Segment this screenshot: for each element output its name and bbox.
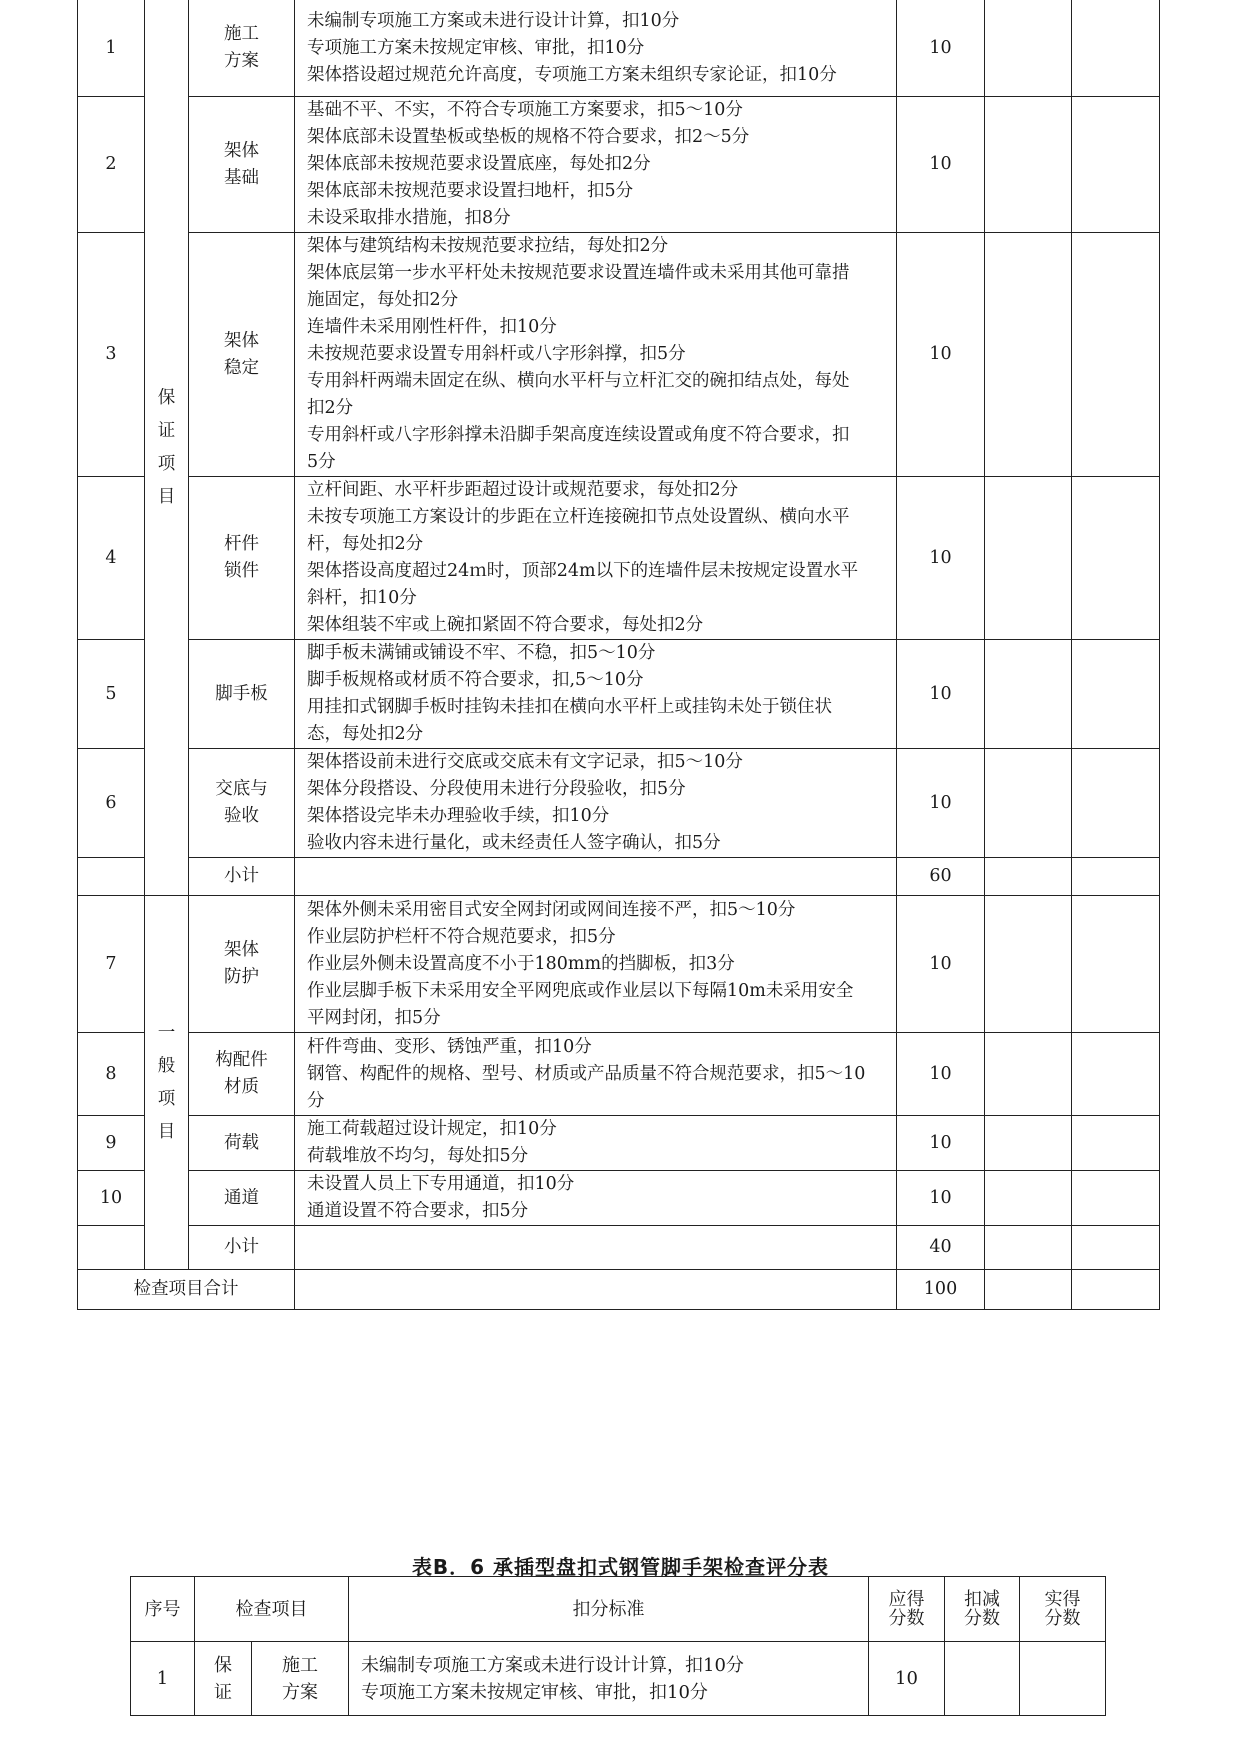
std-line: 架体底部未设置垫板或垫板的规格不符合要求，扣2～5分 xyxy=(307,127,750,147)
row-no: 1 xyxy=(78,0,145,97)
table-row xyxy=(78,233,1160,477)
row-no: 2 xyxy=(78,97,145,233)
item-name: 荷载 xyxy=(189,1116,295,1171)
should-score: 10 xyxy=(869,1642,945,1716)
std-line: 立杆间距、水平杆步距超过设计或规范要求，每处扣2分 xyxy=(307,480,739,500)
should-score: 10 xyxy=(897,896,985,1033)
deduction-standard xyxy=(295,1171,897,1226)
deduction-standard xyxy=(349,1642,869,1716)
group-label: 保 证 xyxy=(195,1642,252,1716)
actual-score-cell xyxy=(1072,1116,1160,1171)
table-row xyxy=(78,1226,1160,1270)
table-row xyxy=(78,0,1160,97)
std-line: 未编制专项施工方案或未进行设计计算，扣10分 xyxy=(361,1654,744,1676)
std-line: 5分 xyxy=(307,452,336,472)
actual-score-cell xyxy=(1072,749,1160,858)
header-row xyxy=(131,1577,1106,1642)
std-line: 杆，每处扣2分 xyxy=(307,534,424,554)
row-no: 6 xyxy=(78,749,145,858)
should-score: 10 xyxy=(897,749,985,858)
std-line: 通道设置不符合要求，扣5分 xyxy=(307,1201,529,1221)
total-label: 检查项目合计 xyxy=(78,1270,295,1310)
should-score: 10 xyxy=(897,1171,985,1226)
deduct-score-cell xyxy=(985,896,1072,1033)
should-score: 10 xyxy=(897,0,985,97)
table-row xyxy=(78,477,1160,640)
deduction-standard xyxy=(295,1033,897,1116)
std-line: 脚手板规格或材质不符合要求，扣,5～10分 xyxy=(307,670,644,690)
header-deduct-score: 扣减 分数 xyxy=(945,1577,1020,1642)
std-line: 作业层防护栏杆不符合规范要求，扣5分 xyxy=(307,926,616,947)
deduct-score-cell xyxy=(985,477,1072,640)
std-line: 验收内容未进行量化，或未经责任人签字确认，扣5分 xyxy=(307,833,721,853)
deduct-score-cell xyxy=(985,1171,1072,1226)
deduct-score-cell xyxy=(985,858,1072,896)
table-row xyxy=(78,97,1160,233)
row-no: 7 xyxy=(78,896,145,1033)
std-line: 荷载堆放不均匀，每处扣5分 xyxy=(307,1146,529,1166)
table-row xyxy=(78,640,1160,749)
group-general xyxy=(145,896,189,1270)
std-line: 未编制专项施工方案或未进行设计计算，扣10分 xyxy=(307,10,680,31)
group-label: 保证项目 xyxy=(157,387,176,507)
std-line: 态，每处扣2分 xyxy=(307,724,424,744)
std-line: 专用斜杆两端未固定在纵、横向水平杆与立杆汇交的碗扣结点处，每处 xyxy=(307,371,850,391)
deduct-score-cell xyxy=(985,1226,1072,1270)
should-score: 10 xyxy=(897,477,985,640)
std-line: 未设置人员上下专用通道，扣10分 xyxy=(307,1174,575,1194)
item-name: 小计 xyxy=(189,1226,295,1270)
std-line: 架体搭设完毕未办理验收手续，扣10分 xyxy=(307,806,610,826)
header-std: 扣分标准 xyxy=(349,1577,869,1642)
table-title: 表B．6 承插型盘扣式钢管脚手架检查评分表 xyxy=(411,1555,830,1579)
deduct-score-cell xyxy=(985,1033,1072,1116)
header-no: 序号 xyxy=(131,1577,195,1642)
deduct-score-cell xyxy=(985,233,1072,477)
std-line: 钢管、构配件的规格、型号、材质或产品质量不符合规范要求，扣5～10 xyxy=(307,1063,866,1084)
deduction-standard xyxy=(295,640,897,749)
std-line: 斜杆，扣10分 xyxy=(307,588,417,608)
deduct-score-cell xyxy=(985,1270,1072,1310)
deduction-standard xyxy=(295,1226,897,1270)
total-std-cell xyxy=(295,1270,897,1310)
table-row xyxy=(78,1171,1160,1226)
std-line: 专用斜杆或八字形斜撑未沿脚手架高度连续设置或角度不符合要求，扣 xyxy=(307,425,850,445)
item-name: 构配件 材质 xyxy=(189,1033,295,1116)
should-score: 10 xyxy=(897,233,985,477)
item-name: 架体 基础 xyxy=(189,97,295,233)
scaffold-check-table xyxy=(77,0,1160,1310)
std-line: 扣2分 xyxy=(307,398,354,418)
row-no xyxy=(78,858,145,896)
actual-score-cell xyxy=(1072,1171,1160,1226)
row-no: 10 xyxy=(78,1171,145,1226)
deduct-score-cell xyxy=(945,1642,1020,1716)
actual-score-cell xyxy=(1072,896,1160,1033)
item-name: 通道 xyxy=(189,1171,295,1226)
std-line: 架体与建筑结构未按规范要求拉结，每处扣2分 xyxy=(307,236,669,256)
actual-score-cell xyxy=(1072,640,1160,749)
deduction-standard xyxy=(295,0,897,97)
std-line: 杆件弯曲、变形、锈蚀严重，扣10分 xyxy=(307,1036,592,1057)
item-name: 施工 方案 xyxy=(252,1642,349,1716)
std-line: 未按专项施工方案设计的步距在立杆连接碗扣节点处设置纵、横向水平 xyxy=(307,507,850,527)
disc-lock-scaffold-table xyxy=(130,1576,1106,1716)
header-actual-score: 实得 分数 xyxy=(1020,1577,1106,1642)
item-name: 脚手板 xyxy=(189,640,295,749)
item-name: 架体 稳定 xyxy=(189,233,295,477)
item-name: 杆件 锁件 xyxy=(189,477,295,640)
deduction-standard xyxy=(295,233,897,477)
table-row xyxy=(78,858,1160,896)
should-score: 10 xyxy=(897,640,985,749)
deduction-standard xyxy=(295,896,897,1033)
std-line: 架体底部未按规范要求设置扫地杆，扣5分 xyxy=(307,181,634,201)
std-line: 未按规范要求设置专用斜杆或八字形斜撑，扣5分 xyxy=(307,344,686,364)
std-line: 架体组装不牢或上碗扣紧固不符合要求，每处扣2分 xyxy=(307,615,704,635)
group-guarantee xyxy=(145,0,189,896)
should-score: 10 xyxy=(897,1116,985,1171)
std-line: 基础不平、不实，不符合专项施工方案要求，扣5～10分 xyxy=(307,100,743,120)
deduction-standard xyxy=(295,97,897,233)
std-line: 作业层脚手板下未采用安全平网兜底或作业层以下每隔10m未采用安全 xyxy=(307,980,854,1001)
row-no: 9 xyxy=(78,1116,145,1171)
actual-score-cell xyxy=(1072,233,1160,477)
table-row xyxy=(78,1116,1160,1171)
std-line: 架体搭设高度超过24ｍ时，顶部24m以下的连墙件层未按规定设置水平 xyxy=(307,561,859,581)
actual-score-cell xyxy=(1072,858,1160,896)
std-line: 专项施工方案未按规定审核、审批，扣10分 xyxy=(361,1681,708,1703)
std-line: 架体搭设超过规范允许高度，专项施工方案未组织专家论证，扣10分 xyxy=(307,64,837,85)
actual-score-cell xyxy=(1072,1226,1160,1270)
actual-score-cell xyxy=(1072,1270,1160,1310)
std-line: 分 xyxy=(307,1090,325,1111)
row-no xyxy=(78,1226,145,1270)
deduction-standard xyxy=(295,858,897,896)
row-no: 3 xyxy=(78,233,145,477)
std-line: 未设采取排水措施，扣8分 xyxy=(307,208,511,228)
row-no: 8 xyxy=(78,1033,145,1116)
std-line: 架体外侧未采用密目式安全网封闭或网间连接不严，扣5～10分 xyxy=(307,899,796,920)
deduction-standard xyxy=(295,477,897,640)
std-line: 架体底部未按规范要求设置底座，每处扣2分 xyxy=(307,154,651,174)
deduct-score-cell xyxy=(985,749,1072,858)
table-row xyxy=(78,896,1160,1033)
should-score: 60 xyxy=(897,858,985,896)
std-line: 平网封闭，扣5分 xyxy=(307,1007,441,1028)
actual-score-cell xyxy=(1020,1642,1106,1716)
std-line: 架体搭设前未进行交底或交底未有文字记录，扣5～10分 xyxy=(307,752,743,772)
deduct-score-cell xyxy=(985,0,1072,97)
group-label: 一般项目 xyxy=(157,1022,176,1142)
table-row xyxy=(78,1033,1160,1116)
table-row xyxy=(131,1642,1106,1716)
row-no: 5 xyxy=(78,640,145,749)
should-score: 10 xyxy=(897,1033,985,1116)
std-line: 连墙件未采用刚性杆件，扣10分 xyxy=(307,317,557,337)
table-row xyxy=(78,749,1160,858)
row-no: 1 xyxy=(131,1642,195,1716)
total-row xyxy=(78,1270,1160,1310)
should-score: 40 xyxy=(897,1226,985,1270)
std-line: 用挂扣式钢脚手板时挂钩未挂扣在横向水平杆上或挂钩未处于锁住状 xyxy=(307,697,832,717)
std-line: 架体底层第一步水平杆处未按规范要求设置连墙件或未采用其他可靠措 xyxy=(307,263,850,283)
deduct-score-cell xyxy=(985,97,1072,233)
std-line: 施工荷载超过设计规定，扣10分 xyxy=(307,1119,557,1139)
deduct-score-cell xyxy=(985,1116,1072,1171)
actual-score-cell xyxy=(1072,477,1160,640)
item-name: 小计 xyxy=(189,858,295,896)
deduct-score-cell xyxy=(985,640,1072,749)
row-no: 4 xyxy=(78,477,145,640)
header-should-score: 应得 分数 xyxy=(869,1577,945,1642)
std-line: 脚手板未满铺或铺设不牢、不稳，扣5～10分 xyxy=(307,643,656,663)
actual-score-cell xyxy=(1072,97,1160,233)
std-line: 专项施工方案未按规定审核、审批，扣10分 xyxy=(307,37,645,58)
header-item: 检查项目 xyxy=(195,1577,349,1642)
actual-score-cell xyxy=(1072,1033,1160,1116)
std-line: 施固定，每处扣2分 xyxy=(307,290,459,310)
std-line: 架体分段搭设、分段使用未进行分段验收，扣5分 xyxy=(307,779,686,799)
std-line: 作业层外侧未设置高度不小于180mm的挡脚板，扣3分 xyxy=(307,953,735,974)
total-score: 100 xyxy=(897,1270,985,1310)
actual-score-cell xyxy=(1072,0,1160,97)
deduction-standard xyxy=(295,1116,897,1171)
item-name: 施工 方案 xyxy=(189,0,295,97)
item-name: 交底与 验收 xyxy=(189,749,295,858)
deduction-standard xyxy=(295,749,897,858)
should-score: 10 xyxy=(897,97,985,233)
item-name: 架体 防护 xyxy=(189,896,295,1033)
